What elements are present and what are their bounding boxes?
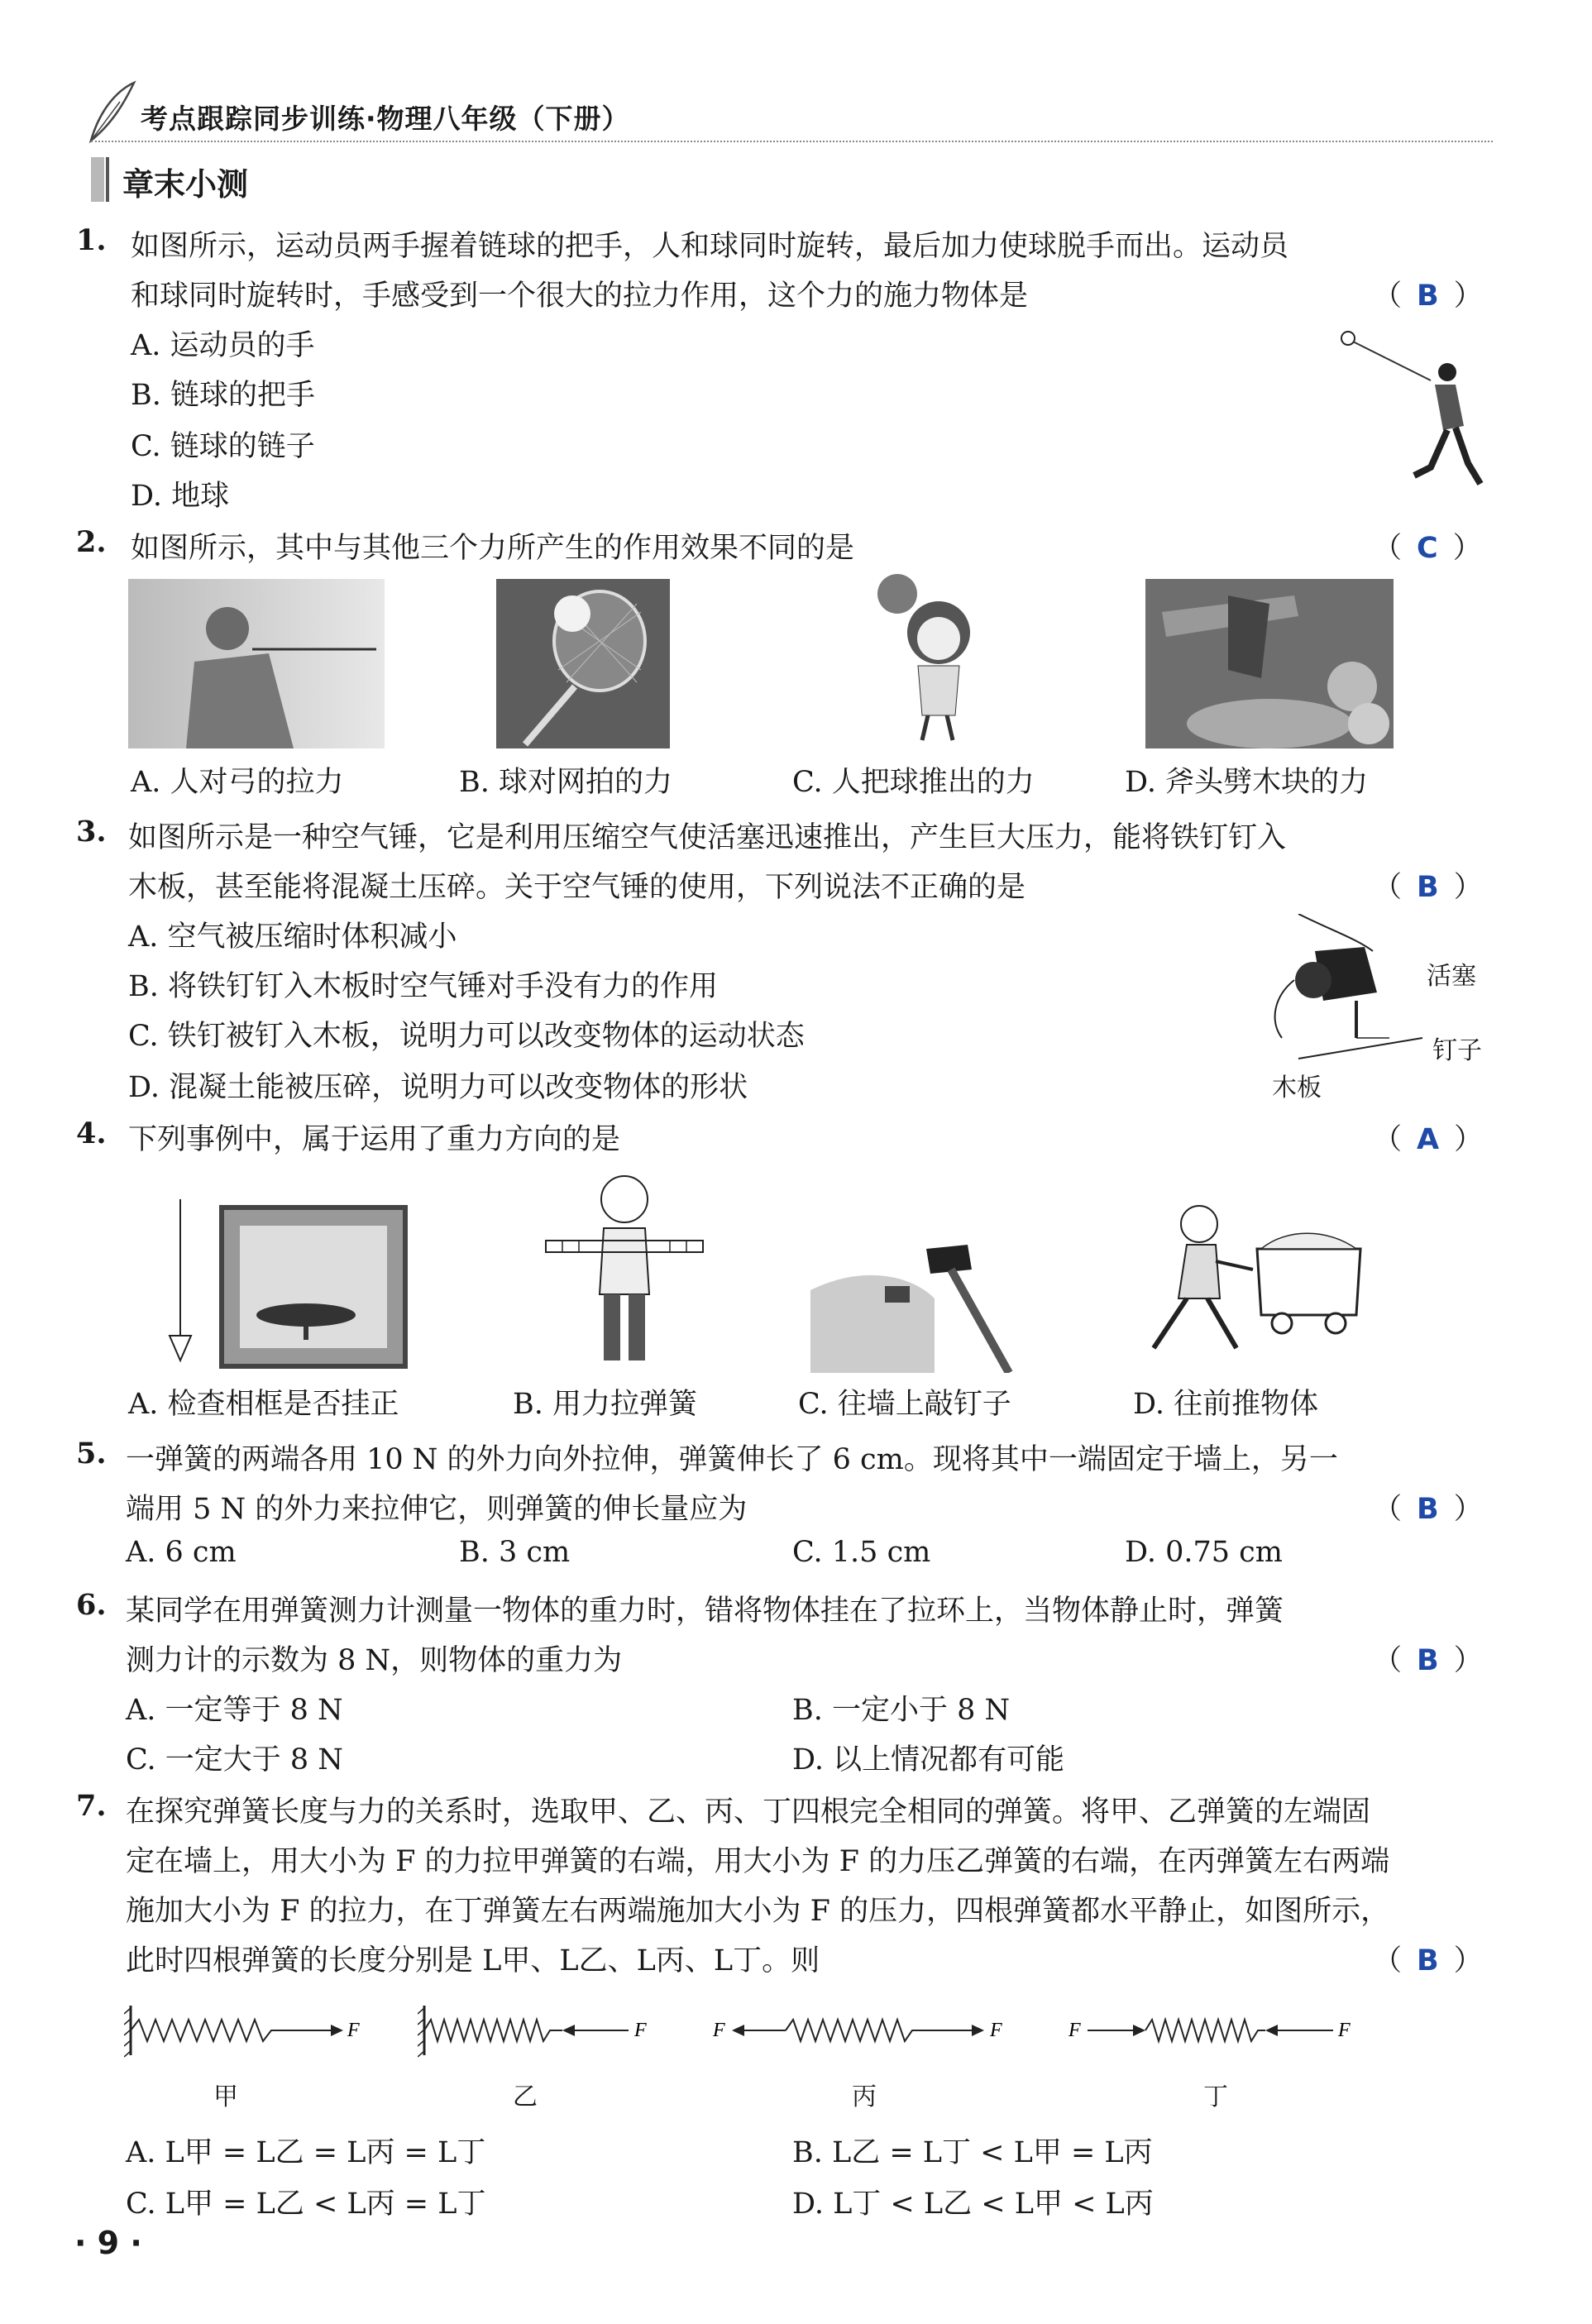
q7-text-line4: 此时四根弹簧的长度分别是 L甲、L乙、L丙、L丁。则 [126, 1944, 820, 1977]
q5-option-d: D. 0.75 cm [1125, 1536, 1283, 1569]
q4-text-line1: 下列事例中，属于运用了重力方向的是 [128, 1123, 621, 1156]
q1-answer: （ B ） [1373, 280, 1483, 313]
q2-image-axe [1145, 579, 1394, 748]
spring-bing-force-label-left: F [713, 2020, 725, 2041]
q7-answer: （ B ） [1373, 1944, 1483, 1977]
q7-option-c: C. L甲 = L乙 < L丙 = L丁 [126, 2188, 486, 2221]
q4-image-spring-boy [538, 1170, 711, 1369]
feather-logo-icon [83, 79, 141, 145]
q6-option-a: A. 一定等于 8 N [126, 1694, 343, 1727]
q2-option-c: C. 人把球推出的力 [792, 766, 1035, 799]
q3-option-b: B. 将铁钉钉入木板时空气锤对手没有力的作用 [128, 970, 718, 1003]
q1-option-a: A. 运动员的手 [131, 329, 315, 362]
q3-text-line1: 如图所示是一种空气锤，它是利用压缩空气使活塞迅速推出，产生巨大压力，能将铁钉钉入 [128, 821, 1287, 854]
q4-option-a: A. 检查相框是否挂正 [128, 1388, 399, 1421]
caption-ding: 丁 [1203, 2083, 1228, 2111]
q7-option-d: D. L丁 < L乙 < L甲 < L丙 [792, 2188, 1154, 2221]
q1-option-d: D. 地球 [131, 480, 230, 513]
q1-option-b: B. 链球的把手 [131, 379, 315, 412]
q3-number: 3. [76, 815, 107, 849]
q7-text-line2: 定在墙上，用大小为 F 的力拉甲弹簧的右端，用大小为 F 的力压乙弹簧的右端，在丙弹簧左右两端 [126, 1845, 1390, 1878]
q1-text-line1: 如图所示，运动员两手握着链球的把手，人和球同时旋转，最后加力使球脱手而出。运动员 [131, 230, 1289, 263]
label-nail: 钉子 [1432, 1036, 1482, 1065]
q6-number: 6. [76, 1588, 107, 1622]
q2-option-a: A. 人对弓的拉力 [131, 766, 344, 799]
hammer-thrower-image [1331, 327, 1489, 492]
q2-answer: （ C ） [1373, 532, 1482, 565]
q2-image-girl-ball [860, 571, 1009, 748]
q1-option-c: C. 链球的链子 [131, 430, 315, 463]
air-hammer-diagram [1265, 914, 1431, 1079]
q6-answer: （ B ） [1373, 1644, 1483, 1677]
caption-yi: 乙 [513, 2083, 538, 2111]
q5-number: 5. [76, 1437, 107, 1470]
q6-option-d: D. 以上情况都有可能 [792, 1743, 1065, 1776]
q7-option-a: A. L甲 = L乙 = L丙 = L丁 [126, 2136, 486, 2169]
spring-yi-diagram [418, 2001, 666, 2059]
q4-image-plumb-frame [157, 1199, 414, 1369]
q2-number: 2. [76, 525, 107, 559]
q3-option-a: A. 空气被压缩时体积减小 [128, 921, 457, 954]
label-board: 木板 [1272, 1074, 1322, 1102]
q7-text-line1: 在探究弹簧长度与力的关系时，选取甲、乙、丙、丁四根完全相同的弹簧。将甲、乙弹簧的左端固 [126, 1796, 1371, 1829]
q3-option-c: C. 铁钉被钉入木板，说明力可以改变物体的运动状态 [128, 1020, 805, 1053]
q2-option-b: B. 球对网拍的力 [459, 766, 672, 799]
q2-image-racket [496, 579, 670, 748]
spring-jia-force-label: F [347, 2020, 360, 2041]
q6-option-c: C. 一定大于 8 N [126, 1743, 343, 1776]
q4-option-b: B. 用力拉弹簧 [513, 1388, 697, 1421]
q2-option-d: D. 斧头劈木块的力 [1125, 766, 1369, 799]
q5-answer: （ B ） [1373, 1493, 1483, 1526]
q5-text-line2: 端用 5 N 的外力来拉伸它，则弹簧的伸长量应为 [126, 1493, 748, 1526]
q6-option-b: B. 一定小于 8 N [792, 1694, 1011, 1727]
q6-text-line1: 某同学在用弹簧测力计测量一物体的重力时，错将物体挂在了拉环上，当物体静止时，弹簧 [126, 1595, 1284, 1628]
section-marker-line [106, 157, 109, 202]
q7-option-b: B. L乙 = L丁 < L甲 = L丙 [792, 2136, 1153, 2169]
spring-bing-diagram [711, 2001, 1009, 2059]
q4-option-c: C. 往墙上敲钉子 [798, 1388, 1011, 1421]
q3-answer: （ B ） [1373, 871, 1483, 904]
q5-option-a: A. 6 cm [126, 1536, 237, 1569]
q7-number: 7. [76, 1789, 107, 1823]
caption-jia: 甲 [213, 2083, 238, 2111]
q5-option-b: B. 3 cm [459, 1536, 571, 1569]
caption-bing: 丙 [852, 2083, 877, 2111]
q4-image-push-cart [1129, 1199, 1369, 1369]
q2-text-line1: 如图所示，其中与其他三个力所产生的作用效果不同的是 [131, 532, 855, 565]
section-title: 章末小测 [122, 166, 249, 203]
q7-text-line3: 施加大小为 F 的拉力，在丁弹簧左右两端施加大小为 F 的压力，四根弹簧都水平静止，如图所示， [126, 1895, 1390, 1928]
header-divider [91, 141, 1493, 142]
spring-jia-diagram [124, 2001, 364, 2059]
header-title: 考点跟踪同步训练·物理八年级（下册） [141, 103, 630, 135]
spring-ding-force-label-left: F [1069, 2020, 1081, 2041]
q5-option-c: C. 1.5 cm [792, 1536, 931, 1569]
q4-number: 4. [76, 1117, 107, 1150]
label-piston: 活塞 [1427, 962, 1476, 991]
spring-bing-force-label-right: F [990, 2020, 1002, 2041]
q6-text-line2: 测力计的示数为 8 N，则物体的重力为 [126, 1644, 623, 1677]
q4-image-hammer-nail [810, 1241, 1042, 1373]
section-marker [91, 157, 104, 202]
q3-option-d: D. 混凝土能被压碎，说明力可以改变物体的形状 [128, 1071, 748, 1104]
q5-text-line1: 一弹簧的两端各用 10 N 的外力向外拉伸，弹簧伸长了 6 cm。现将其中一端固定于墙上，另一 [126, 1443, 1338, 1476]
q1-text-line2: 和球同时旋转时，手感受到一个很大的拉力作用，这个力的施力物体是 [131, 280, 1029, 313]
spring-yi-force-label: F [634, 2020, 647, 2041]
spring-ding-diagram [1067, 2001, 1365, 2059]
spring-ding-force-label-right: F [1338, 2020, 1351, 2041]
q2-image-archer [128, 579, 385, 748]
q1-number: 1. [76, 223, 107, 257]
q4-answer: （ A ） [1373, 1123, 1484, 1156]
q4-option-d: D. 往前推物体 [1133, 1388, 1319, 1421]
q3-text-line2: 木板，甚至能将混凝土压碎。关于空气锤的使用，下列说法不正确的是 [128, 871, 1026, 904]
page-number: · 9 · [74, 2225, 142, 2261]
